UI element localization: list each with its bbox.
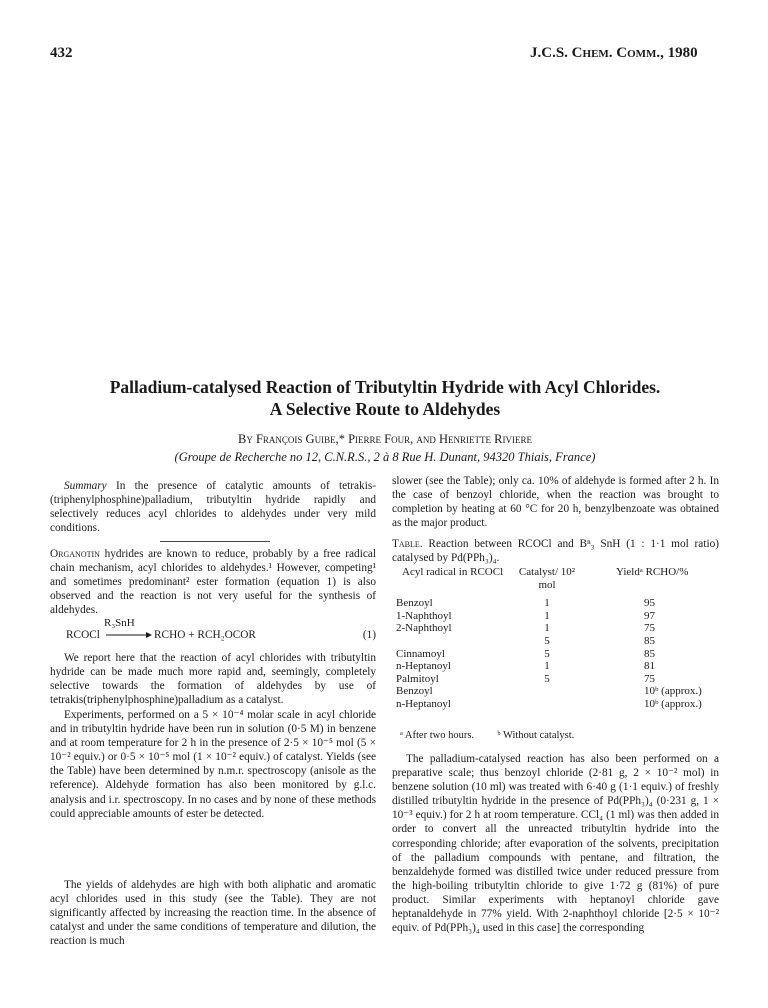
summary-label: Summary [64,480,107,492]
equation-products: RCHO + RCH₂OCOR [154,629,256,641]
reaction-arrow-icon [106,629,152,644]
download-note [6,190,16,620]
table-row [396,610,716,623]
authors: By François Guibe,* Pierre Four, and Henriette Riviere [238,432,532,446]
table-row [396,685,716,698]
table-header-acyl: Acyl radical in RCOCl [402,566,504,578]
table-cell: Benzoyl [396,685,433,698]
table-caption [392,537,719,565]
table-cell: 75 [644,672,655,685]
table-cell: 2-Naphthoyl [396,622,452,635]
table-row [396,635,716,648]
table-cell: 97 [644,609,655,622]
table-header-row [396,566,716,591]
equation-reactant: RCOCl [66,629,100,641]
table-cell: 1 [544,609,550,622]
preparative-paragraph [392,752,719,935]
experiments-text: Experiments, performed on a 5 × 10⁻⁴ molar scale in acyl chloride and in tributyltin hydride have been run in solution (0·5 M) in benzene and at room temperature for 2 h in the presence of 2·5 × 10⁻⁵ mol (5 × 10⁻² equiv.) or 0·5 × 10⁻⁵ mol (1 × 10⁻² equiv.) of catalyst. Yields (see the Table) have been determined by n.m.r. spectroscopy (anisole as the reference). Aldehyde formation has also been monitored by g.l.c. analysis and i.r. spectroscopy. In no cases and by none of these methods could appreciable amounts of ester be detected. [50,709,376,820]
table-cell: 10ᵇ (approx.) [644,685,702,698]
table-cell: 5 [544,672,550,685]
table-cell: 1 [544,597,550,610]
table-cell: 95 [644,597,655,610]
table-cell [518,698,576,711]
table-header-catalyst: Catalyst/ 10² mol [518,566,576,591]
table-row [396,660,716,673]
article-title-line1: Palladium-catalysed Reaction of Tributyltin Hydride with Acyl Chlorides. [109,377,661,397]
summary [50,479,376,535]
results-paragraph [50,651,376,707]
intro-paragraph [50,547,376,617]
results-text: We report here that the reaction of acyl chlorides with tributyltin hydride can be made much more rapid and, seemingly, completely selective towards the formation of aldehydes by use of tetrakis(triphenylphosphine)palladium as a catalyst. [50,652,376,707]
table-cell: 10ᵇ (approx.) [644,697,702,710]
equation-number: (1) [362,629,376,641]
preparative-text: The palladium-catalysed reaction has also been performed on a preparative scale; thus benzoyl chloride (2·81 g, 2 × 10⁻² mol) in benzene solution (10 ml) was treated with 6·40 g (1·1 equiv.) of freshly distilled tributyltin hydride in the presence of Pd(PPh₃)₄ (0·231 g, 1 × 10⁻³ equiv.) for 2 h at room temperature. CCl₄ (1 ml) was then added in order to convert all the unreacted tributyltin hydride into the corresponding chloride; after evaporation of the solvents, precipitation of the palladium compounds with pentane, and filtration, the benzaldehyde formed was distilled twice under reduced pressure from the high-boiling tributyltin chloride to give 1·72 g (81%) of pure product. Similar experiments with heptanoyl chloride gave heptanaldehyde in 77% yield. With 2-naphthoyl chloride [2·5 × 10⁻² equiv. of Pd(PPh₃)₄ used in this case] the corresponding [392,753,719,935]
summary-divider [160,541,270,542]
footnote-b: ᵇ Without catalyst. [497,730,575,741]
affiliation: (Groupe de Recherche no 12, C.N.R.S., 2 à 8 Rue H. Dunant, 94320 Thiais, France) [174,450,596,464]
article-title-line2: A Selective Route to Aldehydes [269,399,501,419]
footnote-a: ᵃ After two hours. [400,730,475,741]
experiments-paragraph [50,708,376,821]
table-row [396,673,716,686]
table-cell: n-Heptanoyl [396,660,451,673]
table-cell: 5 [544,647,550,660]
table-caption-text: Reaction between RCOCl and Bⁿ₃ SnH (1 : 1·1 mol ratio) catalysed by Pd(PPh₃)₄. [392,538,720,565]
continuation-text: slower (see the Table); only ca. 10% of aldehyde is formed after 2 h. In the case of benzoyl chloride, when the reaction was brought to completion by heating at 60 °C for 20 h, benzylbenzoate was obtained as the major product. [392,475,719,530]
yields-paragraph [50,878,376,948]
table-row [396,622,716,635]
table-cell [396,635,518,648]
continuation-paragraph [392,474,719,530]
yields-text: The yields of aldehydes are high with both aliphatic and aromatic acyl chlorides used in this study (see the Table). They are not significantly affected by increasing the reaction time. In the absence of catalyst and under the same conditions of temperature and dilution, the reaction is much [50,879,376,948]
table-cell: 75 [644,622,655,635]
table-cell: 85 [644,647,655,660]
table-cell: 1 [544,660,550,673]
journal-header: J.C.S. Chem. Comm., 1980 [530,45,698,61]
table-cell: Cinnamoyl [396,647,445,660]
page-number: 432 [50,45,73,61]
table-cell: 85 [644,634,655,647]
results-table [396,566,716,711]
table-cell [518,685,576,698]
table-caption-label: Table. [392,538,423,550]
table-cell: 81 [644,660,655,673]
table-cell: 5 [544,634,550,647]
equation-reagent: R₃SnH [104,617,135,629]
table-row [396,597,716,610]
intro-lead-word: Organotin [50,548,100,560]
table-footnotes [400,730,574,741]
table-cell: Benzoyl [396,597,433,610]
summary-text: In the presence of catalytic amounts of tetrakis-(triphenylphosphine)palladium, tributyltin hydride rapidly and selectively reduces acyl chlorides to aldehydes under very mild conditions. [50,480,376,535]
table-cell: 1-Naphthoyl [396,609,452,622]
intro-text: hydrides are known to reduce, probably by a free radical chain mechanism, acyl chlorides to aldehydes.¹ However, competing¹ and sometimes predominant² ester formation (equation 1) is also observed and the reaction is not very useful for the synthesis of aldehydes. [50,548,377,617]
table-cell: n-Heptanoyl [396,697,451,710]
table-row [396,698,716,711]
table-cell: Palmitoyl [396,672,439,685]
table-row [396,648,716,661]
table-cell: 1 [544,622,550,635]
table-header-yield: Yieldᵃ RCHO/% [616,566,689,578]
